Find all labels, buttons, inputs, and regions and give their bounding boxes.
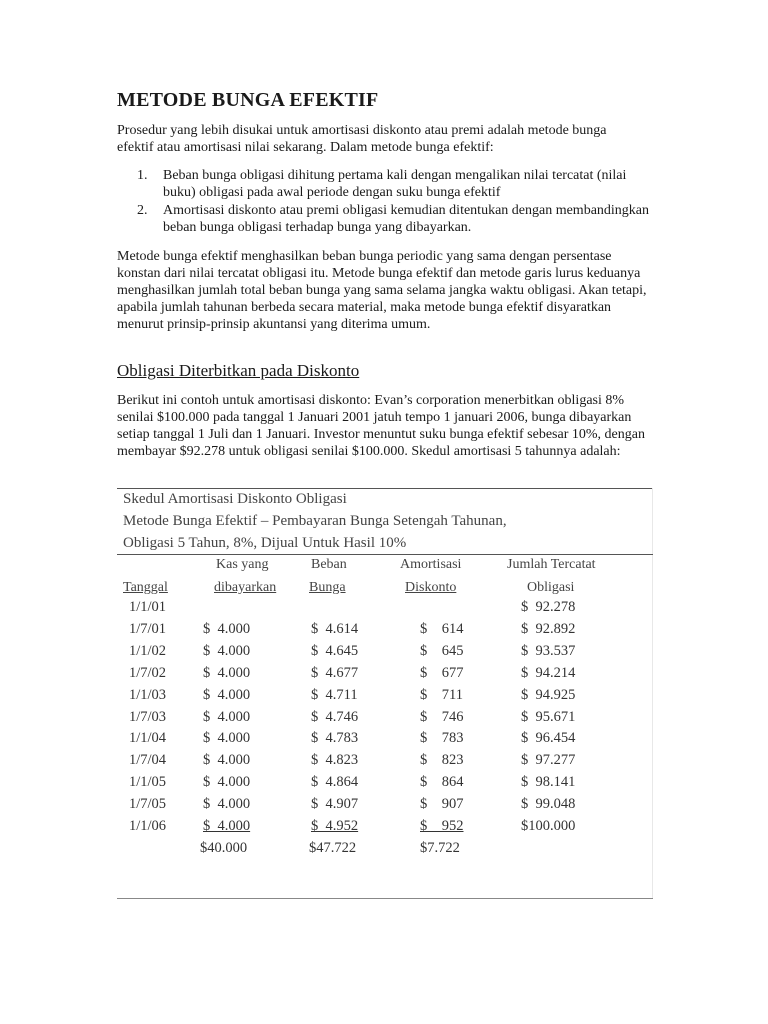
table-row (117, 665, 653, 686)
cell-beban: $ 4.823 (311, 752, 359, 769)
section-heading: Obligasi Diterbitkan pada Diskonto (117, 361, 360, 380)
cell-amortisasi: $ 677 (420, 664, 464, 681)
cell-jumlah: $ 93.537 (521, 642, 576, 659)
total-kas: $40.000 (200, 840, 248, 856)
cell-tanggal: 1/1/01 (129, 599, 167, 615)
cell-beban: $ 4.746 (311, 708, 359, 725)
cell-tanggal: 1/1/02 (129, 642, 167, 659)
cell-tanggal: 1/1/04 (129, 730, 167, 747)
page-title: METODE BUNGA EFEKTIF (117, 89, 379, 111)
cell-jumlah: $ 95.671 (521, 708, 576, 725)
header-amortisasi-top: Amortisasi (400, 557, 462, 572)
header-jumlah-top: Jumlah Tercatat (507, 557, 596, 572)
table-header-rule (117, 554, 653, 555)
cell-tanggal: 1/1/05 (129, 774, 167, 791)
cell-tanggal: 1/7/03 (129, 708, 167, 725)
header-amortisasi: Diskonto (405, 580, 457, 595)
cell-kas: $ 4.000 (203, 642, 251, 659)
table-top-rule (117, 488, 653, 489)
cell-amortisasi: $ 614 (420, 620, 464, 637)
cell-jumlah: $ 96.454 (521, 730, 576, 747)
table-row (117, 752, 653, 773)
totals-row (117, 840, 653, 861)
header-tanggal: Tanggal (123, 580, 168, 595)
table-row (117, 709, 653, 730)
cell-beban: $ 4.952 (311, 818, 359, 834)
cell-amortisasi: $ 746 (420, 708, 464, 725)
cell-amortisasi: $ 645 (420, 642, 464, 659)
cell-tanggal: 1/1/03 (129, 686, 167, 703)
cell-tanggal: 1/7/01 (129, 620, 167, 637)
table-row (117, 774, 653, 795)
cell-jumlah: $ 92.278 (521, 599, 576, 615)
cell-tanggal: 1/7/04 (129, 752, 167, 769)
cell-amortisasi: $ 864 (420, 774, 464, 791)
table-row (117, 730, 653, 751)
cell-jumlah: $ 94.925 (521, 686, 576, 703)
cell-kas: $ 4.000 (203, 818, 251, 834)
table-row (117, 599, 653, 620)
cell-kas: $ 4.000 (203, 774, 251, 791)
example-paragraph: Berikut ini contoh untuk amortisasi diskonto: Evan’s corporation menerbitkan obligasi 8% senilai $100.000 pada tanggal 1 Januari 2001 jatuh tempo 1 januari 2006, bunga dibayarkan setiap tanggal 1 Juli dan 1 Januari. Investor menuntut suku bunga efektif sebesar 10%, dengan membayar $92.278 untuk obligasi senilai $100.000. Skedul amortisasi 5 tahunnya adalah: (117, 393, 645, 459)
header-jumlah: Obligasi (527, 580, 575, 595)
cell-jumlah: $ 92.892 (521, 620, 576, 637)
list-text: Beban bunga obligasi dihitung pertama kali dengan mengalikan nilai tercatat (nilai buku) obligasi pada awal periode dengan suku bunga efektif (163, 168, 627, 200)
cell-amortisasi: $ 711 (420, 686, 463, 703)
cell-jumlah: $ 97.277 (521, 752, 576, 769)
cell-jumlah: $ 99.048 (521, 796, 576, 813)
cell-tanggal: 1/7/05 (129, 796, 167, 813)
cell-tanggal: 1/7/02 (129, 664, 167, 681)
cell-jumlah: $ 98.141 (521, 774, 576, 791)
table-title: Skedul Amortisasi Diskonto Obligasi (123, 491, 347, 507)
cell-kas: $ 4.000 (203, 620, 251, 637)
header-kas-top: Kas yang (216, 557, 269, 572)
cell-tanggal: 1/1/06 (129, 818, 167, 834)
header-beban-top: Beban (311, 557, 347, 572)
table-row (117, 687, 653, 708)
cell-jumlah: $ 94.214 (521, 664, 576, 681)
header-kas: dibayarkan (214, 580, 277, 595)
body-paragraph: Metode bunga efektif menghasilkan beban bunga periodic yang sama dengan persentase konstan dari nilai tercatat obligasi itu. Metode bunga efektif dan metode garis lurus keduanya menghasilkan jumlah total beban bunga yang sama selama jangka waktu obligasi. Akan tetapi, apabila jumlah tahunan berbeda secara material, maka metode bunga efektif disyaratkan menurut prinsip-prinsip akuntansi yang diterima umum. (117, 249, 647, 332)
list-item (117, 202, 657, 236)
cell-beban: $ 4.614 (311, 620, 359, 637)
table-subtitle: Metode Bunga Efektif – Pembayaran Bunga Setengah Tahunan, (123, 513, 507, 529)
header-beban: Bunga (309, 580, 346, 595)
table-row (117, 796, 653, 817)
table-row (117, 818, 653, 839)
table-row (117, 621, 653, 642)
cell-kas: $ 4.000 (203, 686, 251, 703)
total-amortisasi: $7.722 (420, 840, 460, 856)
cell-beban: $ 4.864 (311, 774, 359, 791)
cell-beban: $ 4.677 (311, 664, 359, 681)
list-text: Amortisasi diskonto atau premi obligasi kemudian ditentukan dengan membandingkan beban bunga obligasi terhadap bunga yang dibayarkan. (163, 203, 650, 235)
table-subtitle: Obligasi 5 Tahun, 8%, Dijual Untuk Hasil 10% (123, 535, 407, 551)
table-bottom-rule (117, 898, 653, 899)
table-row (117, 643, 653, 664)
cell-beban: $ 4.907 (311, 796, 359, 813)
cell-amortisasi: $ 823 (420, 752, 464, 769)
list-number: 1. (137, 168, 148, 183)
cell-kas: $ 4.000 (203, 730, 251, 747)
cell-kas: $ 4.000 (203, 708, 251, 725)
cell-beban: $ 4.645 (311, 642, 359, 659)
list-number: 2. (137, 203, 148, 218)
intro-paragraph: Prosedur yang lebih disukai untuk amortisasi diskonto atau premi adalah metode bunga efektif atau amortisasi nilai sekarang. Dalam metode bunga efektif: (117, 123, 607, 155)
cell-beban: $ 4.711 (311, 686, 358, 703)
cell-beban: $ 4.783 (311, 730, 359, 747)
amortization-table (117, 488, 653, 899)
list-item (117, 167, 657, 201)
cell-amortisasi: $ 783 (420, 730, 464, 747)
cell-jumlah: $100.000 (521, 818, 576, 834)
cell-kas: $ 4.000 (203, 752, 251, 769)
cell-amortisasi: $ 907 (420, 796, 464, 813)
cell-kas: $ 4.000 (203, 664, 251, 681)
cell-kas: $ 4.000 (203, 796, 251, 813)
cell-amortisasi: $ 952 (420, 818, 464, 834)
numbered-list (117, 167, 657, 237)
total-beban: $47.722 (309, 840, 357, 856)
